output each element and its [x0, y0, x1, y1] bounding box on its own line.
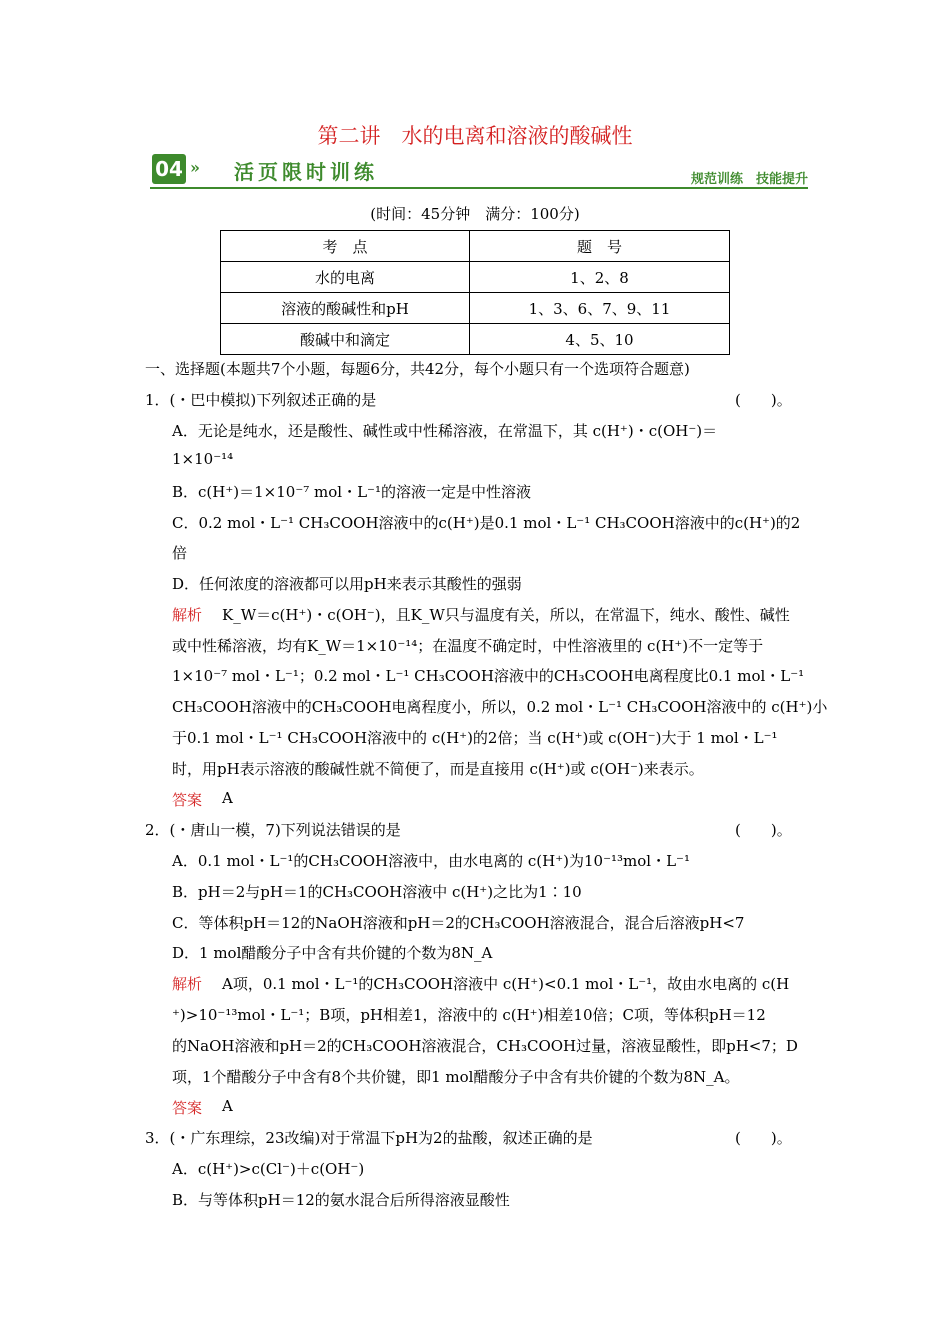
q2-stem: 2．(・唐山一模，7)下列说法错误的是 [145, 821, 401, 839]
q1-analysis-4: CH₃COOH溶液中的CH₃COOH电离程度小，所以，0.2 mol・L⁻¹ CH₃COOH溶液中的 c(H⁺)小 [172, 698, 828, 716]
q1-option-d: D．任何浓度的溶液都可以用pH来表示其酸性的强弱 [172, 575, 522, 593]
table-header-cell: 题 号 [470, 231, 730, 262]
q2-option-c: C．等体积pH＝12的NaOH溶液和pH＝2的CH₃COOH溶液混合，混合后溶液pH<7 [172, 914, 745, 932]
q1-analysis-2: 或中性稀溶液，均有K_W＝1×10⁻¹⁴；在温度不确定时，中性溶液里的 c(H⁺)不一定等于 [172, 637, 764, 655]
table-row [221, 293, 730, 324]
q1-analysis-label: 解析 [172, 606, 203, 624]
q1-answer-label: 答案 [172, 791, 203, 809]
q3-blank: ( )。 [735, 1129, 792, 1147]
q2-analysis-3: 的NaOH溶液和pH＝2的CH₃COOH溶液混合，CH₃COOH过量，溶液显酸性，即pH<7；D [172, 1037, 798, 1055]
q2-analysis-2: ⁺)>10⁻¹³mol・L⁻¹；B项，pH相差1，溶液中的 c(H⁺)相差10倍；C项，等体积pH＝12 [172, 1006, 766, 1024]
q1-option-c-cont: 倍 [172, 544, 188, 562]
section-banner [150, 150, 808, 192]
q1-blank: ( )。 [735, 391, 792, 409]
q2-option-d: D．1 mol醋酸分子中含有共价键的个数为8N_A [172, 944, 493, 962]
banner-number: 04 [152, 154, 186, 184]
banner-divider [150, 187, 808, 189]
q1-option-a: A．无论是纯水，还是酸性、碱性或中性稀溶液，在常温下，其 c(H⁺)・c(OH⁻)＝ [172, 422, 718, 440]
q3-option-b: B．与等体积pH＝12的氨水混合后所得溶液显酸性 [172, 1191, 510, 1209]
q3-stem: 3．(・广东理综，23改编)对于常温下pH为2的盐酸，叙述正确的是 [145, 1129, 593, 1147]
q2-answer: A [222, 1097, 233, 1115]
section-heading: 一、选择题(本题共7个小题，每题6分，共42分，每个小题只有一个选项符合题意) [145, 360, 690, 378]
q1-analysis-1: K_W＝c(H⁺)・c(OH⁻)，且K_W只与温度有关，所以，在常温下，纯水、酸性、碱性 [222, 606, 790, 624]
q1-answer: A [222, 789, 233, 807]
page-title: 第二讲 水的电离和溶液的酸碱性 [317, 124, 633, 148]
table-row [221, 262, 730, 293]
banner-subtitle: 规范训练 技能提升 [690, 172, 808, 187]
table-row [221, 324, 730, 355]
q2-answer-label: 答案 [172, 1099, 203, 1117]
q1-analysis-3: 1×10⁻⁷ mol・L⁻¹；0.2 mol・L⁻¹ CH₃COOH溶液中的CH₃COOH电离程度比0.1 mol・L⁻¹ [172, 667, 805, 685]
q2-analysis-1: A项，0.1 mol・L⁻¹的CH₃COOH溶液中 c(H⁺)<0.1 mol・L⁻¹，故由水电离的 c(H [222, 975, 790, 993]
time-note: (时间：45分钟 满分：100分) [370, 205, 580, 223]
topic-table [220, 230, 730, 355]
table-cell: 1、2、8 [470, 262, 730, 293]
q3-option-a: A．c(H⁺)>c(Cl⁻)＋c(OH⁻) [172, 1160, 365, 1178]
q2-analysis-4: 项，1个醋酸分子中含有8个共价键，即1 mol醋酸分子中含有共价键的个数为8N_A。 [172, 1068, 740, 1086]
table-header-cell: 考 点 [221, 231, 470, 262]
table-cell: 1、3、6、7、9、11 [470, 293, 730, 324]
q2-option-b: B．pH＝2与pH＝1的CH₃COOH溶液中 c(H⁺)之比为1∶10 [172, 883, 582, 901]
q2-option-a: A．0.1 mol・L⁻¹的CH₃COOH溶液中，由水电离的 c(H⁺)为10⁻¹³mol・L⁻¹ [172, 852, 690, 870]
table-cell: 酸碱中和滴定 [221, 324, 470, 355]
q1-analysis-5: 于0.1 mol・L⁻¹ CH₃COOH溶液中的 c(H⁺)的2倍；当 c(H⁺)或 c(OH⁻)大于 1 mol・L⁻¹ [172, 729, 778, 747]
banner-arrow-icon: » [190, 158, 200, 177]
q2-analysis-label: 解析 [172, 975, 203, 993]
table-cell: 4、5、10 [470, 324, 730, 355]
table-cell: 水的电离 [221, 262, 470, 293]
q1-option-b: B．c(H⁺)＝1×10⁻⁷ mol・L⁻¹的溶液一定是中性溶液 [172, 483, 531, 501]
table-header-row [221, 231, 730, 262]
q1-option-c: C．0.2 mol・L⁻¹ CH₃COOH溶液中的c(H⁺)是0.1 mol・L⁻¹ CH₃COOH溶液中的c(H⁺)的2 [172, 514, 801, 532]
q1-option-a-cont: 1×10⁻¹⁴ [172, 450, 234, 468]
table-cell: 溶液的酸碱性和pH [221, 293, 470, 324]
banner-label: 活页限时训练 [234, 160, 378, 184]
q1-stem: 1．(・巴中模拟)下列叙述正确的是 [145, 391, 377, 409]
q2-blank: ( )。 [735, 821, 792, 839]
q1-analysis-6: 时，用pH表示溶液的酸碱性就不简便了，而是直接用 c(H⁺)或 c(OH⁻)来表示。 [172, 760, 704, 778]
